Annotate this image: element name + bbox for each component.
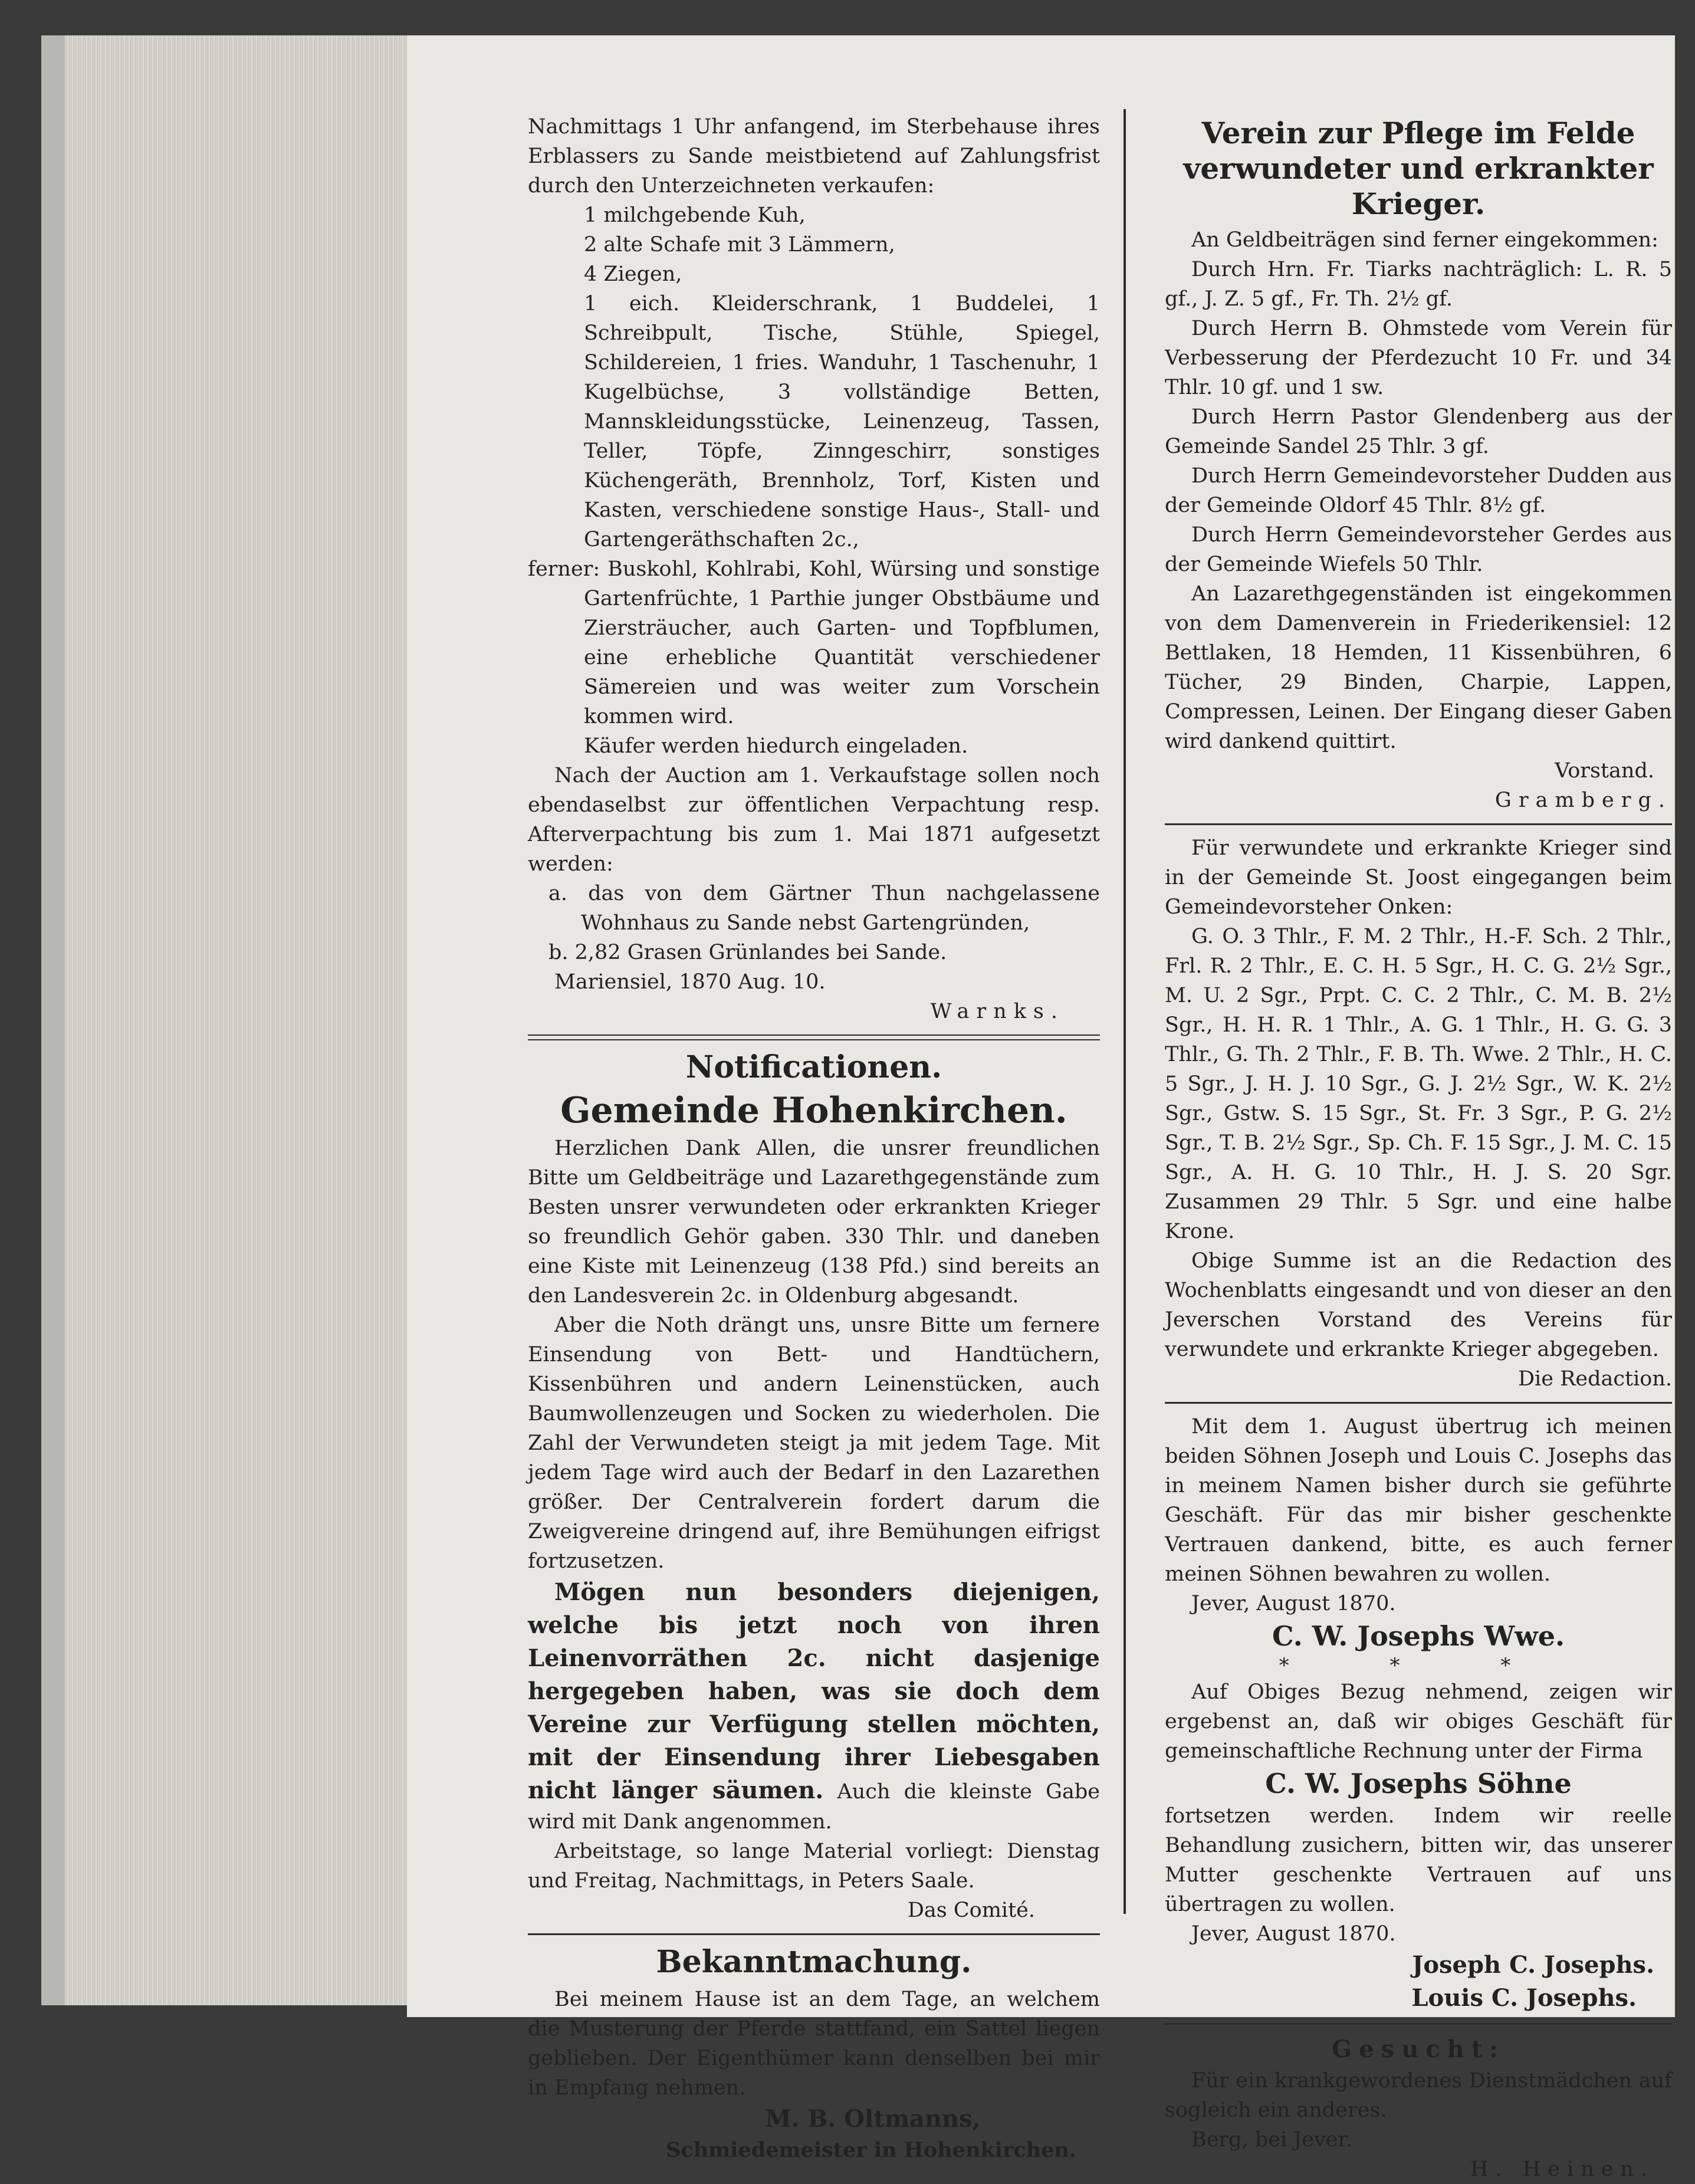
announcement-name: M. B. Oltmanns,: [765, 2105, 981, 2133]
verein-signature: Vorstand.: [1555, 759, 1654, 783]
joseph-date-2: Jever, August 1870.: [1191, 1922, 1396, 1946]
joseph-notice: Mit dem 1. August übertrug ich meinen beiden Söhnen Joseph und Louis C. Josephs das in meinem Namen bisher durch sie geführte Geschäft. Für das mir bisher geschenkte Vertrauen dankend, bitte, es auch ferner meinen Söhnen bewahren zu wollen.: [1165, 1415, 1672, 1586]
announcement-text: Bei meinem Hause ist an dem Tage, an welchem die Musterung der Pferde stattfand, ein Sattel liegen geblieben. Der Eigenthümer kann denselben bei mir in Empfang nehmen.: [528, 1988, 1100, 2100]
joseph-notice-sons: Auf Obiges Bezug nehmend, zeigen wir ergebenst an, daß wir obiges Geschäft für gemeinschaftliche Rechnung unter der Firma: [1165, 1680, 1672, 1763]
notification-signature: Das Comité.: [907, 1899, 1035, 1922]
section-divider: [1165, 823, 1672, 825]
auction-further: ferner: Buskohl, Kohlrabi, Kohl, Würsing und sonstige Gartenfrüchte, 1 Parthie junger Obstbäume und Ziersträucher, auch Garten- und Topfblumen, eine erhebliche Quantität verschiedener Sämereien und was weiter zum Vorschein kommen wird.: [528, 557, 1100, 728]
auction-item: 4 Ziegen,: [584, 262, 682, 286]
wanted-place: Berg, bei Jever.: [1191, 2128, 1352, 2152]
joseph-firm-widow: C. W. Josephs Wwe.: [1272, 1620, 1565, 1652]
st-joost-note: Obige Summe ist an die Redaction des Wochenblatts eingesandt und von dieser an den Jeverschen Vorstand des Vereins für verwundete und erkrankte Krieger abgegeben.: [1165, 1249, 1672, 1361]
auction-item: 2 alte Schafe mit 3 Lämmern,: [584, 233, 895, 257]
section-divider: [528, 1933, 1100, 1935]
notifications-subheading: Gemeinde Hohenkirchen.: [560, 1090, 1067, 1131]
wanted-text: Für ein krankgewordenes Dienstmädchen auf sogleich ein anderes.: [1165, 2069, 1672, 2122]
st-joost-intro: Für verwundete und erkrankte Krieger sind in der Gemeinde St. Joost eingegangen beim Gemeindevorsteher Onken:: [1165, 836, 1672, 919]
notifications-heading: Notificationen.: [685, 1049, 942, 1085]
notification-paragraph: Auch die kleinste Gabe wird mit Dank angenommen.: [528, 1780, 1100, 1834]
auction-invite: Käufer werden hiedurch eingeladen.: [584, 734, 968, 758]
lease-item-b: b. 2,82 Grasen Grünlandes bei Sande.: [548, 941, 947, 964]
auction-lease: Nach der Auction am 1. Verkaufstage sollen noch ebendaselbst zur öffentlichen Verpachtung resp. Afterverpachtung bis zum 1. Mai 1871 aufgesetzt werden:: [528, 764, 1100, 876]
section-divider: [528, 1034, 1100, 1040]
verein-heading: Verein zur Pflege im Felde verwundeter und erkrankter Krieger.: [1183, 116, 1654, 221]
announcement-title: Schmiedemeister in Hohenkirchen.: [666, 2138, 1076, 2162]
column-divider: [1124, 109, 1126, 1914]
right-column: [1165, 112, 1672, 2184]
left-column: [528, 112, 1100, 2165]
auction-signature: Warnks.: [930, 1000, 1065, 1023]
donation-entry: An Lazarethgegenständen ist eingekommen von dem Damenverein in Friederikensiel: 12 Bettlaken, 18 Hemden, 11 Kissenbühren, 6 Tücher, 29 Binden, Charpie, Lappen, Compressen, Leinen. Der Eingang dieser Gaben wird dankend quittirt.: [1165, 582, 1672, 753]
verein-intro: An Geldbeiträgen sind ferner eingekommen:: [1191, 228, 1658, 252]
donation-entry: Durch Hrn. Fr. Tiarks nachträglich: L. R. 5 gf., J. Z. 5 gf., Fr. Th. 2½ gf.: [1165, 258, 1672, 311]
book-page-edges: [41, 35, 425, 2005]
st-joost-signature: Die Redaction.: [1517, 1367, 1672, 1391]
joseph-firm-sons: C. W. Josephs Söhne: [1265, 1768, 1572, 1799]
wanted-signature: H. Heinen.: [1470, 2157, 1654, 2181]
donation-entry: Durch Herrn Gemeindevorsteher Dudden aus der Gemeinde Oldorf 45 Thlr. 8½ gf.: [1165, 464, 1672, 517]
section-stars: * * *: [1279, 1654, 1558, 1677]
lease-item-a: a. das von dem Gärtner Thun nachgelassene Wohnhaus zu Sande nebst Gartengründen,: [548, 882, 1100, 935]
auction-item: 1 milchgebende Kuh,: [584, 203, 806, 227]
donation-entry: Durch Herrn B. Ohmstede vom Verein für Verbesserung der Pferdezucht 10 Fr. und 34 Thlr. 10 gf. und 1 sw.: [1165, 317, 1672, 399]
verein-signature-name: Gramberg.: [1494, 789, 1672, 812]
auction-date: Mariensiel, 1870 Aug. 10.: [554, 970, 826, 994]
auction-intro: Nachmittags 1 Uhr anfangend, im Sterbehause ihres Erblassers zu Sande meistbietend auf Zahlungsfrist durch den Unterzeichneten verkaufen:: [528, 115, 1100, 198]
wanted-heading: Gesucht:: [1332, 2035, 1505, 2063]
notification-paragraph: Arbeitstage, so lange Material vorliegt: Dienstag und Freitag, Nachmittags, in Peters Saale.: [528, 1840, 1100, 1893]
section-divider: [1165, 2023, 1672, 2025]
section-divider: [1165, 1402, 1672, 1404]
announcement-heading: Bekanntmachung.: [656, 1944, 972, 1980]
st-joost-list: G. O. 3 Thlr., F. M. 2 Thlr., H.-F. Sch. 2 Thlr., Frl. R. 2 Thlr., E. C. H. 5 Sgr., H. C. G. 2½ Sgr., M. U. 2 Sgr., Prpt. C. C. 2 Thlr., C. M. B. 2½ Sgr., H. H. R. 1 Thlr., A. G. 1 Thlr., H. G. G. 3 Thlr., G. Th. 2 Thlr., F. B. Th. Wwe. 2 Thlr., H. C. 5 Sgr., J. H. J. 10 Sgr., G. J. 2½ Sgr., W. K. 2½ Sgr., Gstw. S. 15 Sgr., St. Fr. 3 Sgr., P. G. 2½ Sgr., T. B. 2½ Sgr., Sp. Ch. F. 15 Sgr., J. M. C. 15 Sgr., A. H. G. 10 Thlr., H. J. S. 20 Sgr. Zusammen 29 Thlr. 5 Sgr. und eine halbe Krone.: [1165, 925, 1672, 1243]
joseph-date: Jever, August 1870.: [1191, 1592, 1396, 1615]
donation-entry: Durch Herrn Pastor Glendenberg aus der Gemeinde Sandel 25 Thlr. 3 gf.: [1165, 405, 1672, 458]
joseph-signature-1: Joseph C. Josephs.: [1412, 1951, 1654, 1979]
joseph-notice-cont: fortsetzen werden. Indem wir reelle Behandlung zusichern, bitten wir, das unserer Mutter geschenkte Vertrauen auf uns übertragen zu wollen.: [1165, 1804, 1672, 1916]
donation-entry: Durch Herrn Gemeindevorsteher Gerdes aus der Gemeinde Wiefels 50 Thlr.: [1165, 523, 1672, 576]
joseph-signature-2: Louis C. Josephs.: [1411, 1984, 1637, 2012]
auction-item: 1 eich. Kleiderschrank, 1 Buddelei, 1 Schreibpult, Tische, Stühle, Spiegel, Schildereien, 1 fries. Wanduhr, 1 Taschenuhr, 1 Kugelbüchse, 3 vollständige Betten, Mannskleidungsstücke, Leinenzeug, Tassen, Teller, Töpfe, Zinngeschirr, sonstiges Küchengeräth, Brennholz, Torf, Kisten und Kasten, verschiedene sonstige Haus-, Stall- und Gartengeräthschaften 2c.,: [584, 292, 1100, 551]
notification-paragraph: Aber die Noth drängt uns, unsre Bitte um fernere Einsendung von Bett- und Handtüchern, Kissenbühren und andern Leinenstücken, auch Baumwollenzeugen und Socken zu wiederholen. Die Zahl der Verwundeten steigt ja mit jedem Tage. Mit jedem Tage wird auch der Bedarf in den Lazarethen größer. Der Centralverein fordert darum die Zweigvereine dringend auf, ihre Bemühungen eifrigst fortzusetzen.: [528, 1313, 1100, 1573]
notification-paragraph: Herzlichen Dank Allen, die unsrer freundlichen Bitte um Geldbeiträge und Lazarethgegenstände zum Besten unsrer verwundeten oder erkrankten Krieger so freundlich Gehör gaben. 330 Thlr. und daneben eine Kiste mit Leinenzeug (138 Pfd.) sind bereits an den Landesverein 2c. in Oldenburg abgesandt.: [528, 1137, 1100, 1308]
notification-bold-appeal: Mögen nun besonders diejenigen, welche bis jetzt noch von ihren Leinenvorräthen 2c. nicht dasjenige hergegeben haben, was sie doch dem Vereine zur Verfügung stellen möchten, mit der Einsendung ihrer Liebesgaben nicht länger säumen.: [528, 1578, 1100, 1804]
